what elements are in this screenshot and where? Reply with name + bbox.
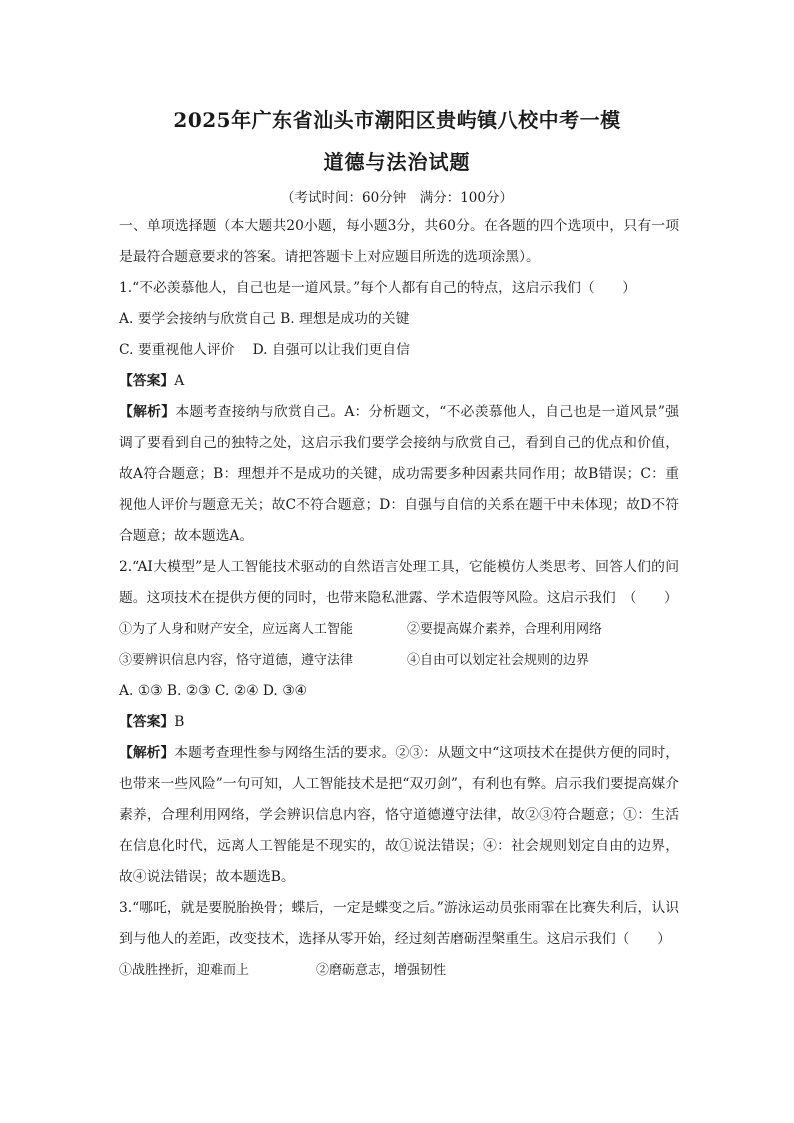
analysis-text: 本题考查接纳与欣赏自己。A：分析题文，“不必羡慕他人，自己也是一道风景”强调了要看到自己的独特之处，这启示我们要学会接纳与欣赏自己，看到自己的优点和价值，故A符合题意；B：理想并不是成功的关键，成功需要多种因素共同作用；故B错误；C：重视他人评价与题意无关；故C不符合题意；D：自强与自信的关系在题干中未体现；故D不符合题意；故本题选A。 <box>119 404 679 544</box>
q2-item-2: ②要提高媒介素养，合理利用网络 <box>407 622 603 637</box>
exam-content <box>119 211 679 986</box>
q3-item-1: ①战胜挫折，迎难而上 <box>119 963 250 978</box>
q3-item-2: ②磨砺意志，增强韧性 <box>316 963 447 978</box>
answer-label: 【答案】 <box>119 373 175 389</box>
answer-value: B <box>174 714 185 730</box>
q3-items-row-1 <box>119 955 679 986</box>
q3-stem: 3.“哪吒，就是要脱胎换骨；蝶后，一定是蝶变之后。”游泳运动员张雨霏在比赛失利后，认识到与他人的差距，改变技术，选择从零开始，经过刻苦磨砺涅槃重生。这启示我们（ ） <box>119 900 679 947</box>
q2-items-row-1 <box>119 614 679 645</box>
q1-options-line-1: A. 要学会接纳与欣赏自己 B. 理想是成功的关键 <box>119 311 410 327</box>
q2-item-3: ③要辨识信息内容，恪守道德，遵守法律 <box>119 653 354 668</box>
analysis-label: 【解析】 <box>119 745 175 761</box>
answer-label: 【答案】 <box>119 714 175 730</box>
analysis-text: 本题考查理性参与网络生活的要求。②③：从题文中“这项技术在提供方便的同时，也带来一些风险”一句可知，人工智能技术是把“双刃剑”，有利也有弊。启示我们要提高媒介素养，合理利用网络，学会辨识信息内容，恪守道德遵守法律，故②③符合题意；①：生活在信息化时代，远离人工智能是不现实的，故①说法错误；④：社会规则划定自由的边界，故④说法错误；故本题选B。 <box>119 745 679 885</box>
q1-analysis <box>119 397 679 552</box>
exam-info: （考试时间：60分钟 满分：100分） <box>281 190 513 206</box>
analysis-label: 【解析】 <box>119 404 176 420</box>
q1-answer <box>119 366 679 397</box>
section-instructions: 一、单项选择题（本大题共20小题，每小题3分，共60分。在各题的四个选项中，只有一项是最符合题意要求的答案。请把答题卡上对应题目所选的选项涂黑）。 <box>119 218 679 265</box>
q1-options-line-2: C. 要重视他人评价 D. 自强可以让我们更自信 <box>119 342 410 358</box>
q2-answer <box>119 707 679 738</box>
q2-items-row-2 <box>119 645 679 676</box>
q2-stem: 2.“AI大模型”是人工智能技术驱动的自然语言处理工具，它能模仿人类思考、回答人们的问题。这项技术在提供方便的同时，也带来隐私泄露、学术造假等风险。这启示我们 （ ） <box>119 559 679 606</box>
exam-subject: 道德与法治试题 <box>323 150 471 174</box>
q2-item-1: ①为了人身和财产安全，应远离人工智能 <box>119 622 354 637</box>
q2-item-4: ④自由可以划定社会规则的边界 <box>407 653 590 668</box>
q2-analysis <box>119 738 679 893</box>
exam-title: 2025年广东省汕头市潮阳区贵屿镇八校中考一模 <box>173 108 621 132</box>
q1-stem: 1.“不必羡慕他人，自己也是一道风景。”每个人都有自己的特点，这启示我们（ ） <box>119 280 637 296</box>
q2-options: A. ①③ B. ②③ C. ②④ D. ③④ <box>119 683 307 699</box>
answer-value: A <box>174 373 185 389</box>
